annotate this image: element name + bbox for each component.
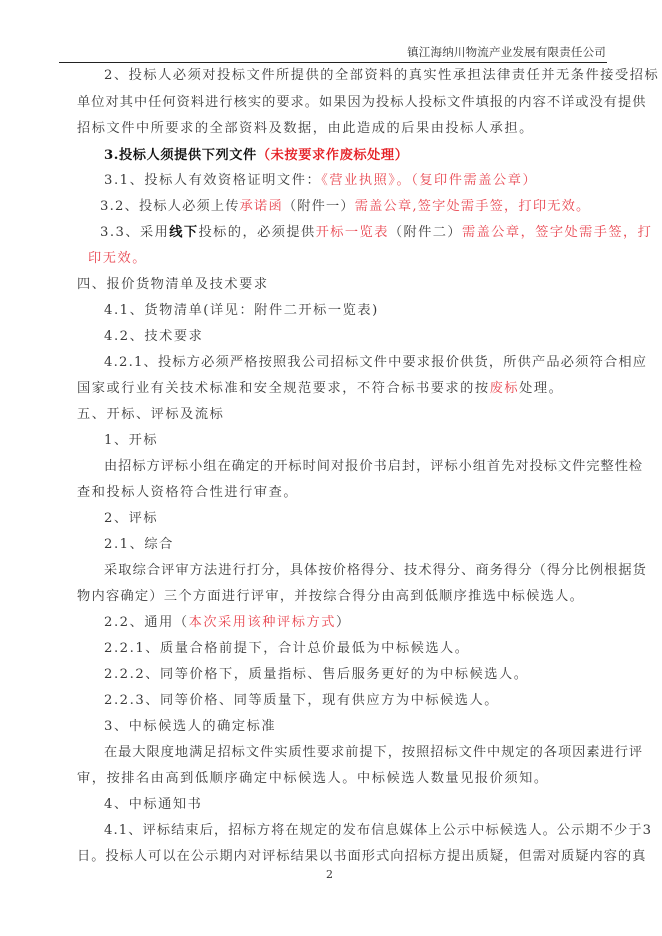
subsection-heading: 4、中标通知书 <box>104 797 203 812</box>
paragraph-line: 2.1、综合 <box>104 537 174 552</box>
text-segment: 3.1、投标人有效资格证明文件： <box>104 173 322 188</box>
text-segment: （附件一） <box>282 199 355 214</box>
bold-emphasis: 线下 <box>169 225 199 240</box>
section-heading: 五、开标、评标及流标 <box>77 407 225 422</box>
paragraph-line: 招标文件中所要求的全部资料及数据，由此造成的后果由投标人承担。 <box>77 121 534 136</box>
heading-text: 3.投标人须提供下列文件 <box>104 148 257 163</box>
paragraph-line: 日。投标人可以在公示期内对评标结果以书面形式向招标方提出质疑，但需对质疑内容的真 <box>77 849 647 864</box>
subsection-heading: 2、评标 <box>104 511 159 526</box>
paragraph-line: 2.2.1、质量合格前提下，合计总价最低为中标候选人。 <box>104 641 470 656</box>
paragraph-line <box>104 614 351 632</box>
text-segment: 处理。 <box>519 381 564 396</box>
paragraph-line: 2、投标人必须对投标文件所提供的全部资料的真实性承担法律责任并无条件接受招标 <box>104 68 660 83</box>
red-emphasis: 承诺函 <box>239 199 283 214</box>
paragraph-line: 4.2.1、投标方必须严格按照我公司招标文件中要求报价供货，所供产品必须符合相应 <box>104 355 648 370</box>
text-segment: 国家或行业有关技术标准和安全规范要求，不符合标书要求的按 <box>77 381 490 396</box>
text-segment: 3.3、采用 <box>100 225 170 240</box>
page-number: 2 <box>326 868 333 881</box>
text-segment: 3.2、投标人必须上传 <box>100 199 240 214</box>
subsection-heading: 1、开标 <box>104 433 159 448</box>
subsection-heading: 3、中标候选人的确定标准 <box>104 719 277 734</box>
section-heading-required-documents <box>104 147 409 165</box>
paragraph-line: 由招标方评标小组在确定的开标时间对报价书启封，评标小组首先对投标文件完整性检 <box>104 459 644 474</box>
paragraph-line <box>104 172 537 190</box>
heading-warning: （未按要求作废标处理） <box>256 148 409 163</box>
red-emphasis: 需盖公章,签字处需手签，打印无效。 <box>354 199 591 214</box>
paragraph-line <box>77 380 563 398</box>
paragraph-line: 4.1、评标结束后，招标方将在规定的发布信息媒体上公示中标候选人。公示期不少于3 <box>104 823 653 838</box>
paragraph-line <box>100 224 652 242</box>
paragraph-line <box>100 198 590 216</box>
paragraph-line: 单位对其中任何资料进行核实的要求。如果因为投标人投标文件填报的内容不详或没有提供 <box>77 95 647 110</box>
paragraph-line: 2.2.2、同等价格下，质量指标、售后服务更好的为中标候选人。 <box>104 667 529 682</box>
text-segment: ） <box>335 615 351 630</box>
red-emphasis: 需盖公章，签字处需手签，打 <box>462 225 653 240</box>
paragraph-line: 在最大限度地满足招标文件实质性要求前提下，按照招标文件中规定的各项因素进行评 <box>104 745 644 760</box>
paragraph-line: 采取综合评审方法进行打分，具体按价格得分、技术得分、商务得分（得分比例根据货 <box>104 563 647 578</box>
header-divider <box>59 62 607 63</box>
paragraph-line: 物内容确定）三个方面进行评审，并按综合得分由高到低顺序推选中标候选人。 <box>77 589 585 604</box>
section-heading: 四、报价货物清单及技术要求 <box>77 277 269 292</box>
text-segment: 投标的，必须提供 <box>198 225 316 240</box>
paragraph-line: 4.1、货物清单(详见：附件二开标一览表) <box>104 303 379 318</box>
red-emphasis: 《营业执照》。（复印件需盖公章） <box>321 173 538 188</box>
paragraph-line: 印无效。 <box>88 251 147 266</box>
header-company-name: 镇江海纳川物流产业发展有限责任公司 <box>407 45 606 59</box>
text-segment: （附件二） <box>388 225 463 240</box>
paragraph-line: 2.2.3、同等价格、同等质量下，现有供应方为中标候选人。 <box>104 693 500 708</box>
red-emphasis: 废标 <box>489 381 520 396</box>
paragraph-line: 审，按排名由高到低顺序确定中标候选人。中标候选人数量见报价须知。 <box>77 771 549 786</box>
paragraph-line: 查和投标人资格符合性进行审查。 <box>77 485 299 500</box>
red-emphasis: 本次采用该种评标方式 <box>188 615 336 630</box>
text-segment: 2.2、通用（ <box>104 615 189 630</box>
red-emphasis: 开标一览表 <box>315 225 389 240</box>
paragraph-line: 4.2、技术要求 <box>104 329 204 344</box>
